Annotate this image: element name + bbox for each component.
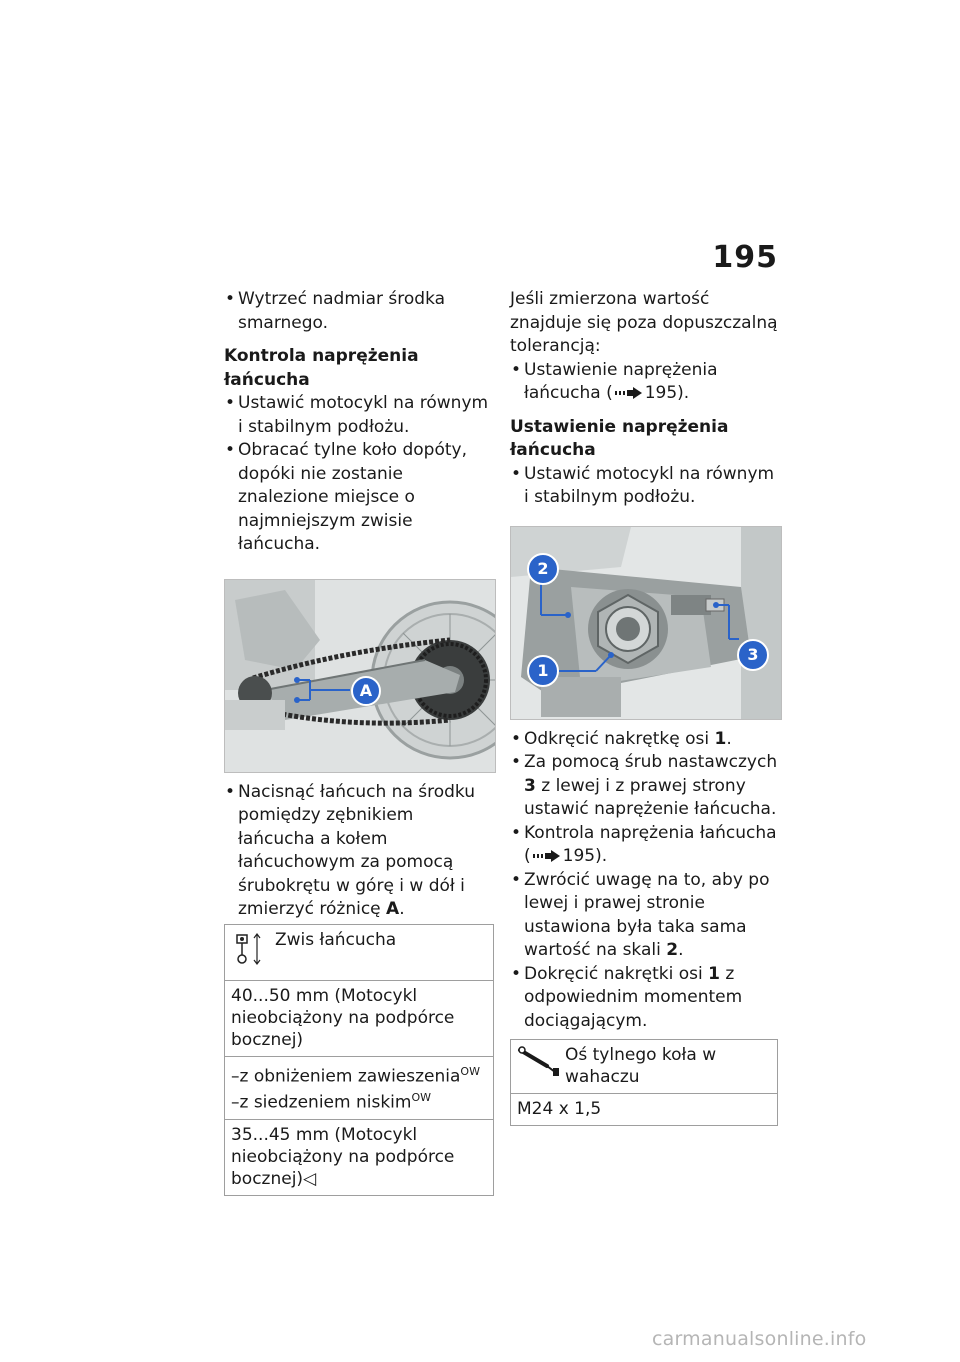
bullet-rotate-wheel: • Obracać tylne koło dopóty, dopóki nie zostanie znalezione miejsce o najmniejszym zwisie łańcucha. — [224, 439, 494, 557]
watermark: carmanualsonline.info — [652, 1328, 867, 1350]
callout-a-badge: A — [351, 676, 381, 706]
page-number: 195 — [712, 240, 778, 275]
axle-adjuster-figure — [510, 526, 782, 720]
torque-spec-value: M24 x 1,5 — [511, 1094, 778, 1126]
spec-title-cell — [225, 924, 494, 980]
page-ref-arrow-icon — [533, 849, 561, 863]
option-lowered-suspension: –z obniżeniem zawieszenia$^{OW}$ — [231, 1064, 480, 1087]
chain-sag-icon — [231, 929, 275, 975]
spec-options — [225, 1056, 494, 1119]
torque-spec-title-cell — [511, 1040, 778, 1094]
bullet-check-tension: • Kontrola naprężenia łańcucha ( 195). — [510, 822, 782, 869]
callout-2-badge: 2 — [527, 553, 559, 585]
bullet-tighten-axle-nut: • Dokręcić nakrętki osi 1 z odpowiednim momentem dociągającym. — [510, 963, 782, 1034]
right-column — [510, 288, 782, 1126]
label-a-ref: A — [386, 899, 400, 919]
torque-spec-title: Oś tylnego koła w wahaczu — [565, 1045, 717, 1087]
bullet-adjust-screws: • Za pomocą śrub nastawczych 3 z lewej i z prawej strony ustawić naprężenie łańcucha. — [510, 751, 782, 822]
bullet-park-motorcycle-2: • Ustawić motocykl na równym i stabilnym podłożu. — [510, 463, 782, 510]
bullet-park-motorcycle: • Ustawić motocykl na równym i stabilnym podłożu. — [224, 392, 494, 439]
axle-torque-spec-table — [510, 1039, 778, 1126]
bullet-wipe-grease: • Wytrzeć nadmiar środka smarnego. — [224, 288, 494, 335]
callout-1-badge: 1 — [527, 655, 559, 687]
callout-3-badge: 3 — [737, 639, 769, 671]
bullet-equal-scale: • Zwrócić uwagę na to, aby po lewej i prawej stronie ustawiona była taka sama wartość na skali 2. — [510, 869, 782, 963]
chain-sag-spec-table — [224, 924, 494, 1196]
chain-sag-figure — [224, 579, 496, 773]
chain-sag-illustration — [225, 580, 495, 772]
left-column — [224, 288, 494, 1196]
heading-chain-tension-check: Kontrola naprężenia łańcucha — [224, 346, 419, 390]
torque-wrench-icon — [517, 1044, 565, 1084]
spec-value-2: 35...45 mm (Motocykl nieobciążony na podpórce bocznej)◁ — [225, 1119, 494, 1195]
bullet-loosen-axle-nut: • Odkręcić nakrętkę osi 1. — [510, 728, 782, 752]
bullet-adjust-ref: • Ustawienie naprężenia łańcucha ( 195). — [510, 359, 782, 406]
tolerance-text: Jeśli zmierzona wartość znajduje się poza dopuszczalną tolerancją: — [510, 289, 778, 356]
spec-title: Zwis łańcucha — [275, 929, 397, 950]
option-low-seat: –z siedzeniem niskim$^{OW}$ — [231, 1091, 431, 1113]
bullet-press-chain: • Nacisnąć łańcuch na środku pomiędzy zębnikiem łańcucha a kołem łańcuchowym za pomocą śrubokrętu w górę i w dół i zmierzyć różnicę A. — [224, 781, 494, 922]
heading-chain-tension-adjust: Ustawienie naprężenia łańcucha — [510, 416, 729, 460]
page-ref-arrow-icon — [615, 386, 643, 400]
spec-value-1: 40...50 mm (Motocykl nieobciążony na podpórce bocznej) — [225, 980, 494, 1056]
